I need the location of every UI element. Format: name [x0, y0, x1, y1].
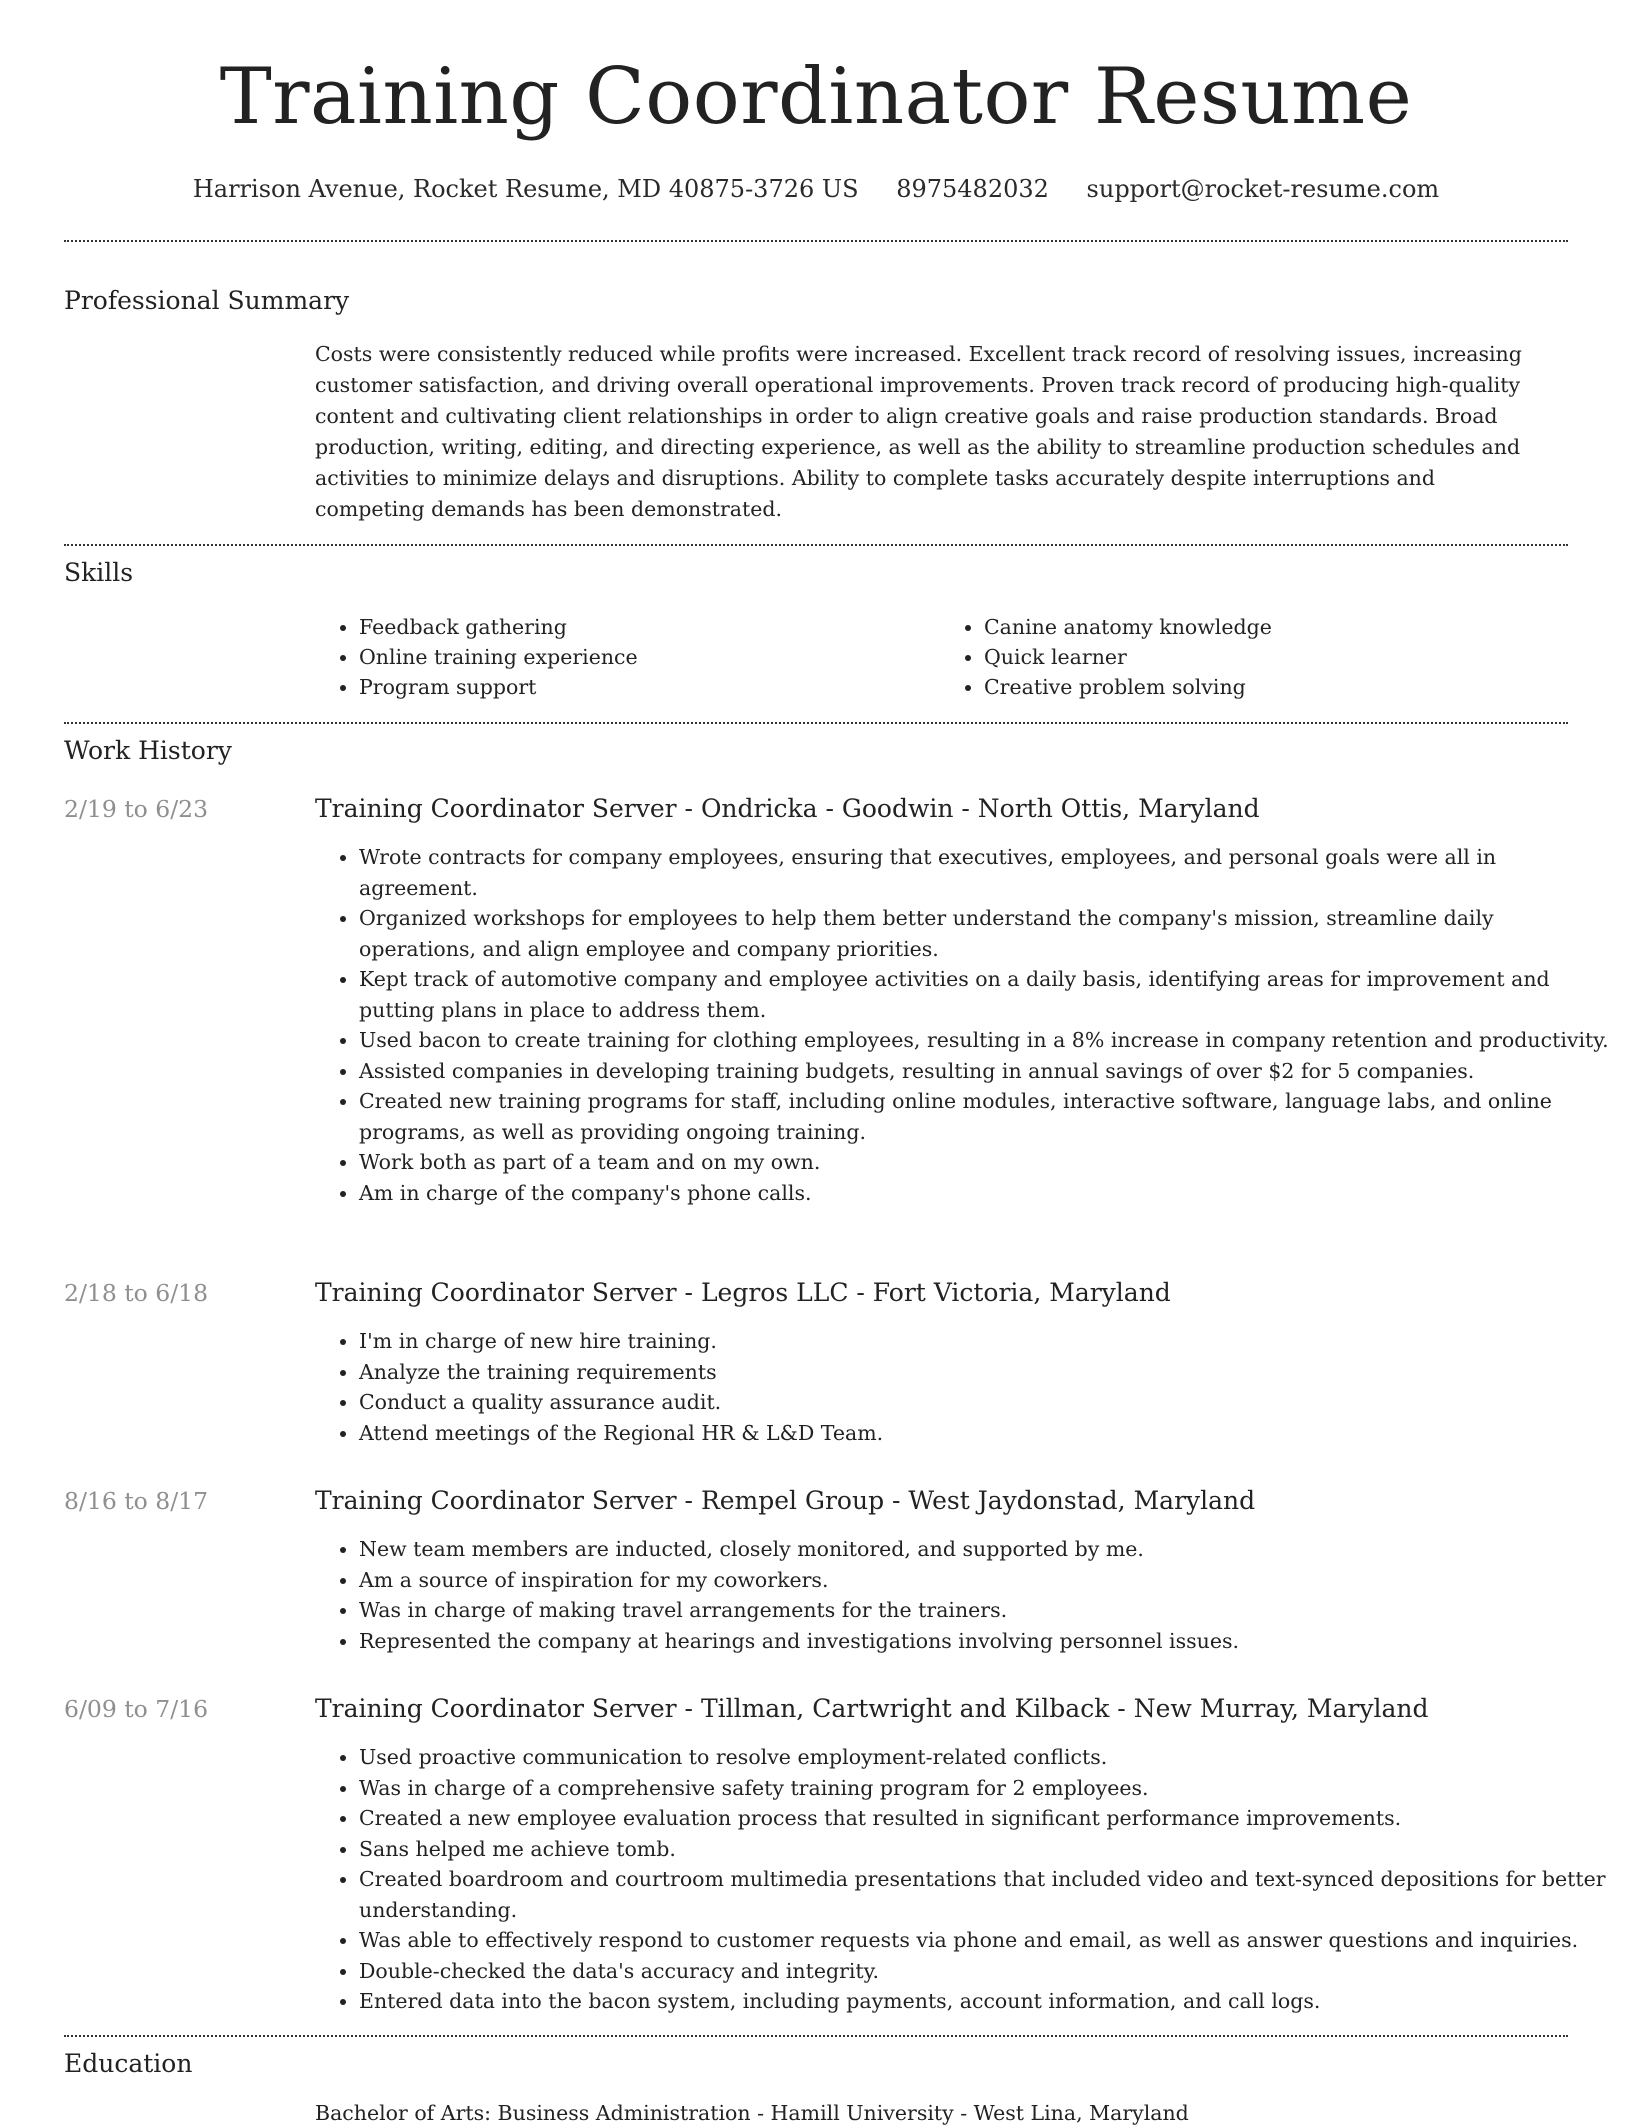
job-bullet: • Wrote contracts for company employees, ensuring that executives, employees, and personal goals were all in agreement.	[359, 842, 1609, 903]
job-title: Training Coordinator Server - Rempel Group - West Jaydonstad, Maryland	[315, 1486, 1256, 1515]
divider	[64, 2035, 1568, 2037]
skills-column-left	[315, 612, 940, 702]
skill-item: • Online training experience	[359, 642, 940, 672]
job-bullet: • Attend meetings of the Regional HR & L&D Team.	[359, 1418, 1609, 1449]
job-dates: 6/09 to 7/16	[64, 1695, 209, 1723]
job-bullets	[315, 1742, 1609, 2017]
job-title: Training Coordinator Server - Legros LLC - Fort Victoria, Maryland	[315, 1278, 1171, 1307]
job-bullet: • Was able to effectively respond to customer requests via phone and email, as well as answer questions and inquiries.	[359, 1925, 1609, 1956]
job-bullet: • Kept track of automotive company and employee activities on a daily basis, identifying areas for improvement and putting plans in place to address them.	[359, 964, 1609, 1025]
job-bullet: • Work both as part of a team and on my own.	[359, 1147, 1609, 1178]
job-bullet: • Sans helped me achieve tomb.	[359, 1834, 1609, 1865]
education-entry: Bachelor of Arts: Business Administration - Hamill University - West Lina, Maryland	[315, 2101, 1189, 2125]
skill-item: • Program support	[359, 672, 940, 702]
job-bullet: • Entered data into the bacon system, including payments, account information, and call logs.	[359, 1986, 1609, 2017]
job-bullet: • Double-checked the data's accuracy and integrity.	[359, 1956, 1609, 1987]
job-title: Training Coordinator Server - Ondricka - Goodwin - North Ottis, Maryland	[315, 794, 1260, 823]
job-bullet: • Assisted companies in developing training budgets, resulting in annual savings of over $2 for 5 companies.	[359, 1056, 1609, 1087]
skills-column-right	[940, 612, 1565, 702]
contact-address: Harrison Avenue, Rocket Resume, MD 40875-3726 US	[192, 175, 859, 203]
job-title: Training Coordinator Server - Tillman, Cartwright and Kilback - New Murray, Maryland	[315, 1694, 1429, 1723]
job-bullet: • Used proactive communication to resolve employment-related conflicts.	[359, 1742, 1609, 1773]
job-dates: 2/19 to 6/23	[64, 795, 209, 823]
job-bullet: • Was in charge of a comprehensive safety training program for 2 employees.	[359, 1773, 1609, 1804]
job-bullet: • Conduct a quality assurance audit.	[359, 1387, 1609, 1418]
resume-title: Training Coordinator Resume	[219, 52, 1413, 142]
job-bullet: • Represented the company at hearings and investigations involving personnel issues.	[359, 1626, 1609, 1657]
job-dates: 2/18 to 6/18	[64, 1279, 209, 1307]
contact-phone: 8975482032	[896, 175, 1049, 203]
job-bullet: • Was in charge of making travel arrangements for the trainers.	[359, 1595, 1609, 1626]
job-dates: 8/16 to 8/17	[64, 1487, 209, 1515]
divider	[64, 544, 1568, 546]
job-bullet: • New team members are inducted, closely monitored, and supported by me.	[359, 1534, 1609, 1565]
work-heading: Work History	[64, 736, 232, 765]
skill-item: • Creative problem solving	[984, 672, 1565, 702]
job-bullet: • Am a source of inspiration for my coworkers.	[359, 1565, 1609, 1596]
skills-list	[315, 612, 1565, 702]
education-heading: Education	[64, 2049, 193, 2078]
skill-item: • Quick learner	[984, 642, 1565, 672]
job-bullets	[315, 842, 1609, 1208]
skill-item: • Feedback gathering	[359, 612, 940, 642]
job-bullet: • Analyze the training requirements	[359, 1357, 1609, 1388]
contact-line	[0, 169, 1632, 209]
skills-heading: Skills	[64, 558, 134, 587]
divider	[64, 240, 1568, 242]
job-bullet: • Organized workshops for employees to help them better understand the company's mission, streamline daily operations, and align employee and company priorities.	[359, 903, 1609, 964]
job-bullets	[315, 1534, 1609, 1656]
summary-text: Costs were consistently reduced while profits were increased. Excellent track record of resolving issues, increasing customer satisfaction, and driving overall operational improvements. Proven track record of producing high-quality content and cultivating client relationships in order to align creative goals and raise production standards. Broad production, writing, editing, and directing experience, as well as the ability to streamline production schedules and activities to minimize delays and disruptions. Ability to complete tasks accurately despite interruptions and competing demands has been demonstrated.	[315, 342, 1522, 521]
job-bullets	[315, 1326, 1609, 1448]
job-bullet: • Created boardroom and courtroom multimedia presentations that included video and text-synced depositions for better understanding.	[359, 1864, 1609, 1925]
skill-item: • Canine anatomy knowledge	[984, 612, 1565, 642]
summary-heading: Professional Summary	[64, 286, 350, 315]
job-bullet: • Created a new employee evaluation process that resulted in significant performance improvements.	[359, 1803, 1609, 1834]
divider	[64, 722, 1568, 724]
job-bullet: • I'm in charge of new hire training.	[359, 1326, 1609, 1357]
job-bullet: • Created new training programs for staff, including online modules, interactive software, language labs, and online programs, as well as providing ongoing training.	[359, 1086, 1609, 1147]
job-bullet: • Used bacon to create training for clothing employees, resulting in a 8% increase in company retention and productivity.	[359, 1025, 1609, 1056]
contact-email: support@rocket-resume.com	[1086, 175, 1440, 203]
job-bullet: • Am in charge of the company's phone calls.	[359, 1178, 1609, 1209]
